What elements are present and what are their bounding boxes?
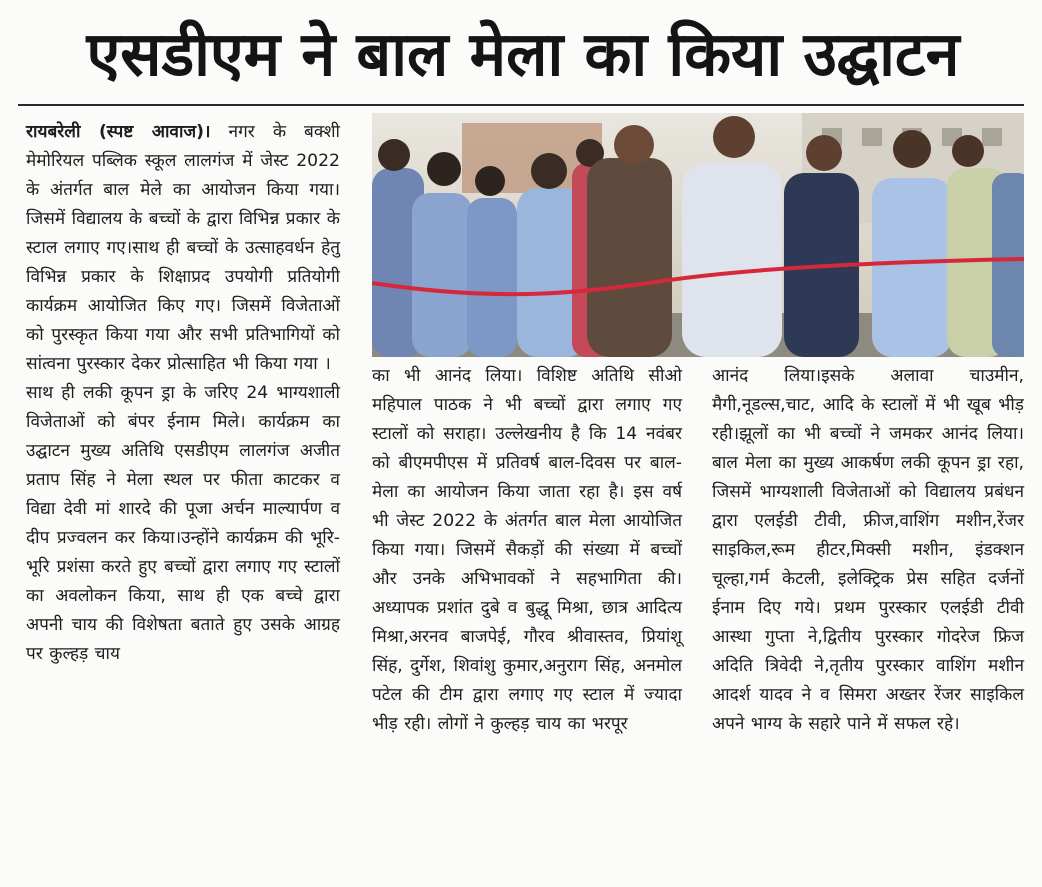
ribbon-cutting-photo <box>372 113 1024 357</box>
headline: एसडीएम ने बाल मेला का किया उद्घाटन <box>86 19 960 90</box>
headline-rule <box>18 104 1024 106</box>
article-column-3 <box>712 362 1024 862</box>
dateline: रायबरेली (स्पष्ट आवाज)। <box>26 122 211 142</box>
paragraph-2: साथ ही लकी कूपन ड्रा के जरिए 24 भाग्यशाली विजेताओं को बंपर ईनाम मिले। कार्यक्रम का उद्घाटन मुख्य अतिथि एसडीएम लालगंज अजीत प्रताप सिंह ने मेला स्थल पर फीता काटकर व विद्या देवी मां शारदे की पूजा अर्चन माल्यार्पण व दीप प्रज्वलन कर किया।उन्होंने कार्यक्रम की भूरि-भूरि प्रशंसा करते हुए बच्चों द्वारा लगाए गए स्टालों का अवलोकन किया, साथ ही एक बच्चे द्वारा अपनी चाय की विशेषता बताते हुए उसके आग्रह पर कुल्हड़ चाय <box>26 383 340 664</box>
article-column-2 <box>372 362 682 862</box>
article-column-1 <box>26 118 340 868</box>
event-photo <box>372 113 1024 357</box>
paragraph-4: आनंद लिया।इसके अलावा चाउमीन, मैगी,नूडल्स,चाट, आदि के स्टालों में भी खूब भीड़ रही।झूलों का भी बच्चों ने जमकर आनंद लिया। बाल मेला का मुख्य आकर्षण लकी कूपन ड्रा रहा, जिसमें भाग्यशाली विजेताओं को विद्यालय प्रबंधन द्वारा एलईडी टीवी, फ्रीज,वाशिंग मशीन,रेंजर साइकिल,रूम हीटर,मिक्सी मशीन, इंडक्शन चूल्हा,गर्म केटली, इलेक्ट्रिक प्रेस सहित दर्जनों ईनाम दिए गये। प्रथम पुरस्कार एलईडी टीवी आस्था गुप्ता ने,द्वितीय पुरस्कार गोदरेज फ्रिज अदिति त्रिवेदी ने,तृतीय पुरस्कार वाशिंग मशीन आदर्श यादव ने व सिमरा अख्तर रेंजर साइकिल अपने भाग्य के सहारे पाने में सफल रहे। <box>712 366 1024 734</box>
paragraph-1 <box>26 118 340 379</box>
paragraph-3: का भी आनंद लिया। विशिष्ट अतिथि सीओ महिपाल पाठक ने भी बच्चों द्वारा लगाए गए स्टालों को सराहा। उल्लेखनीय है कि 14 नवंबर को बीएमपीएस में प्रतिवर्ष बाल-दिवस पर बाल-मेला का आयोजन किया जाता रहा है। इस वर्ष भी जेस्ट 2022 के अंतर्गत बाल मेला आयोजित किया गया। जिसमें सैकड़ों की संख्या में बच्चों और उनके अभिभावकों ने सहभागिता की। अध्यापक प्रशांत दुबे व बुद्धू मिश्रा, छात्र आदित्य मिश्रा,अरनव बाजपेई, गौरव श्रीवास्तव, प्रियांशू सिंह, दुर्गेश, शिवांशु कुमार,अनुराग सिंह, अनमोल पटेल की टीम द्वारा लगाए गए स्टाल में ज्यादा भीड़ रही। लोगों ने कुल्हड़ चाय का भरपूर <box>372 366 682 734</box>
paragraph-1-text: नगर के बक्शी मेमोरियल पब्लिक स्कूल लालगंज में जेस्ट 2022 के अंतर्गत बाल मेले का आयोजन किया गया।जिसमें विद्यालय के बच्चों के द्वारा विभिन्न प्रकार के स्टाल लगाए गए।साथ ही बच्चों के उत्साहवर्धन हेतु विभिन्न प्रकार के शिक्षाप्रद उपयोगी प्रतियोगी कार्यक्रम आयोजित किए गए। जिसमें विजेताओं को पुरस्कृत किया गया और सभी प्रतिभागियों को सांत्वना पुरस्कार देकर प्रोत्साहित भी किया गया । <box>26 122 341 374</box>
